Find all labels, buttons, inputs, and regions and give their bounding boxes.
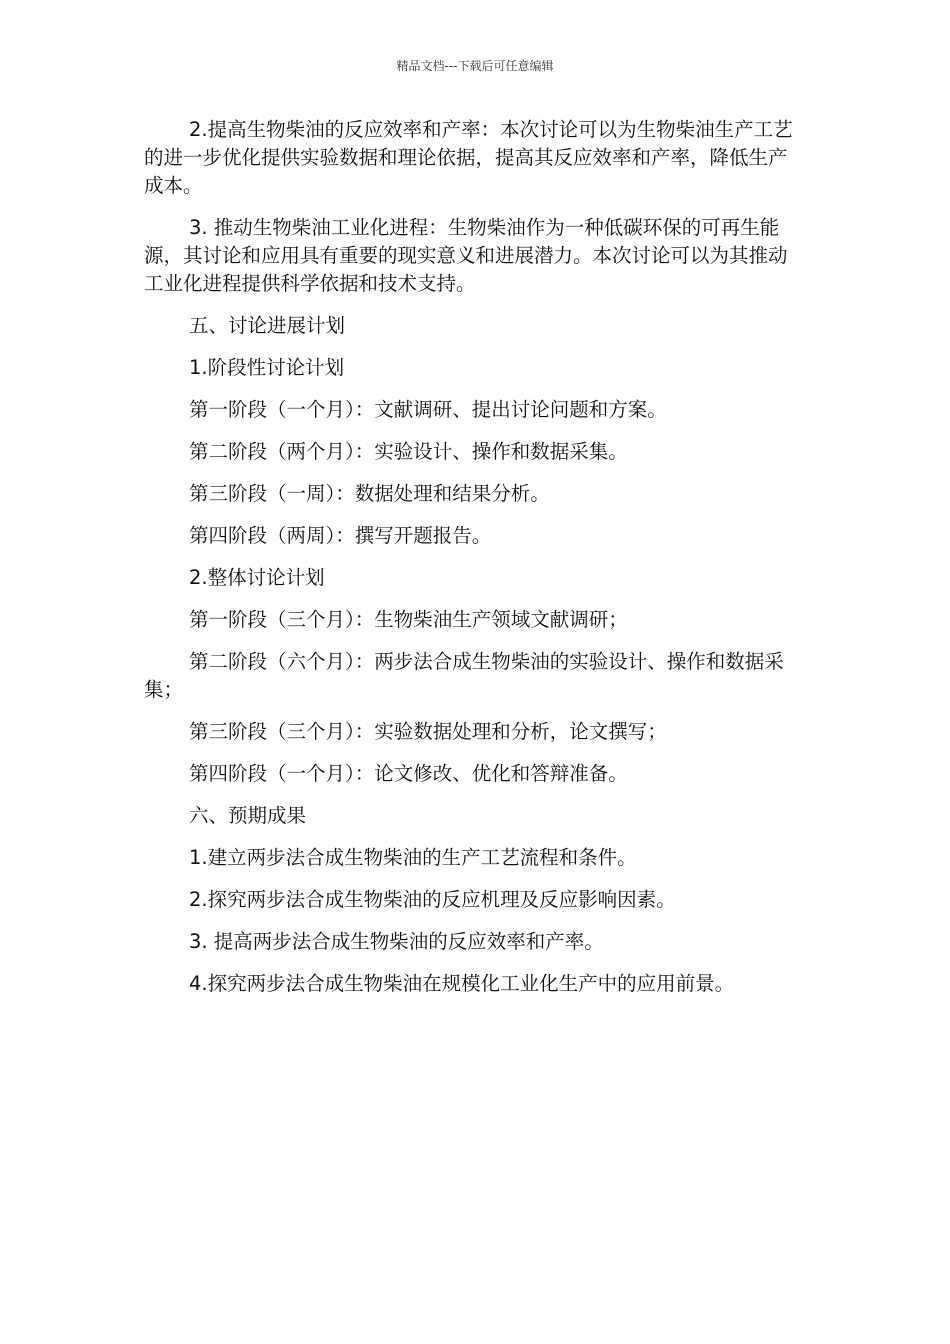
list-item: 第三阶段（三个月）：实验数据处理和分析，论文撰写； [189, 720, 667, 743]
list-item: 2.探究两步法合成生物柴油的反应机理及反应影响因素。 [189, 888, 676, 911]
paragraph-benefit-2: 2.提高生物柴油的反应效率和产率：本次讨论可以为生物柴油生产工艺的进一步优化提供实验数据和理论依据，提高其反应效率和产率，降低生产成本。 [144, 118, 793, 197]
section-heading-results: 六、预期成果 [189, 804, 307, 827]
list-item: 第二阶段（两个月）：实验设计、操作和数据采集。 [189, 440, 628, 463]
list-item: 1.建立两步法合成生物柴油的生产工艺流程和条件。 [189, 846, 637, 869]
document-body [144, 116, 798, 1012]
list-item: 第一阶段（一个月）：文献调研、提出讨论问题和方案。 [189, 398, 667, 421]
subheading-phase-plan: 1.阶段性讨论计划 [189, 356, 345, 379]
list-item: 第二阶段（六个月）：两步法合成生物柴油的实验设计、操作和数据采集； [144, 650, 784, 701]
list-item: 3. 提高两步法合成生物柴油的反应效率和产率。 [189, 930, 604, 953]
list-item: 第四阶段（一个月）：论文修改、优化和答辩准备。 [189, 762, 628, 785]
subheading-overall-plan: 2.整体讨论计划 [189, 566, 325, 589]
list-item: 第三阶段（一周）：数据处理和结果分析。 [189, 482, 550, 505]
list-item: 第四阶段（两周）：撰写开题报告。 [189, 524, 492, 547]
list-item: 第一阶段（三个月）：生物柴油生产领域文献调研； [189, 608, 628, 631]
page-header: 精品文档---下载后可任意编辑 [396, 59, 554, 73]
paragraph-benefit-3: 3. 推动生物柴油工业化进程：生物柴油作为一种低碳环保的可再生能源，其讨论和应用具有重要的现实意义和进展潜力。本次讨论可以为其推动工业化进程提供科学依据和技术支持。 [144, 216, 788, 295]
list-item: 4.探究两步法合成生物柴油在规模化工业化生产中的应用前景。 [189, 972, 735, 995]
section-heading-plan: 五、讨论进展计划 [189, 314, 346, 337]
